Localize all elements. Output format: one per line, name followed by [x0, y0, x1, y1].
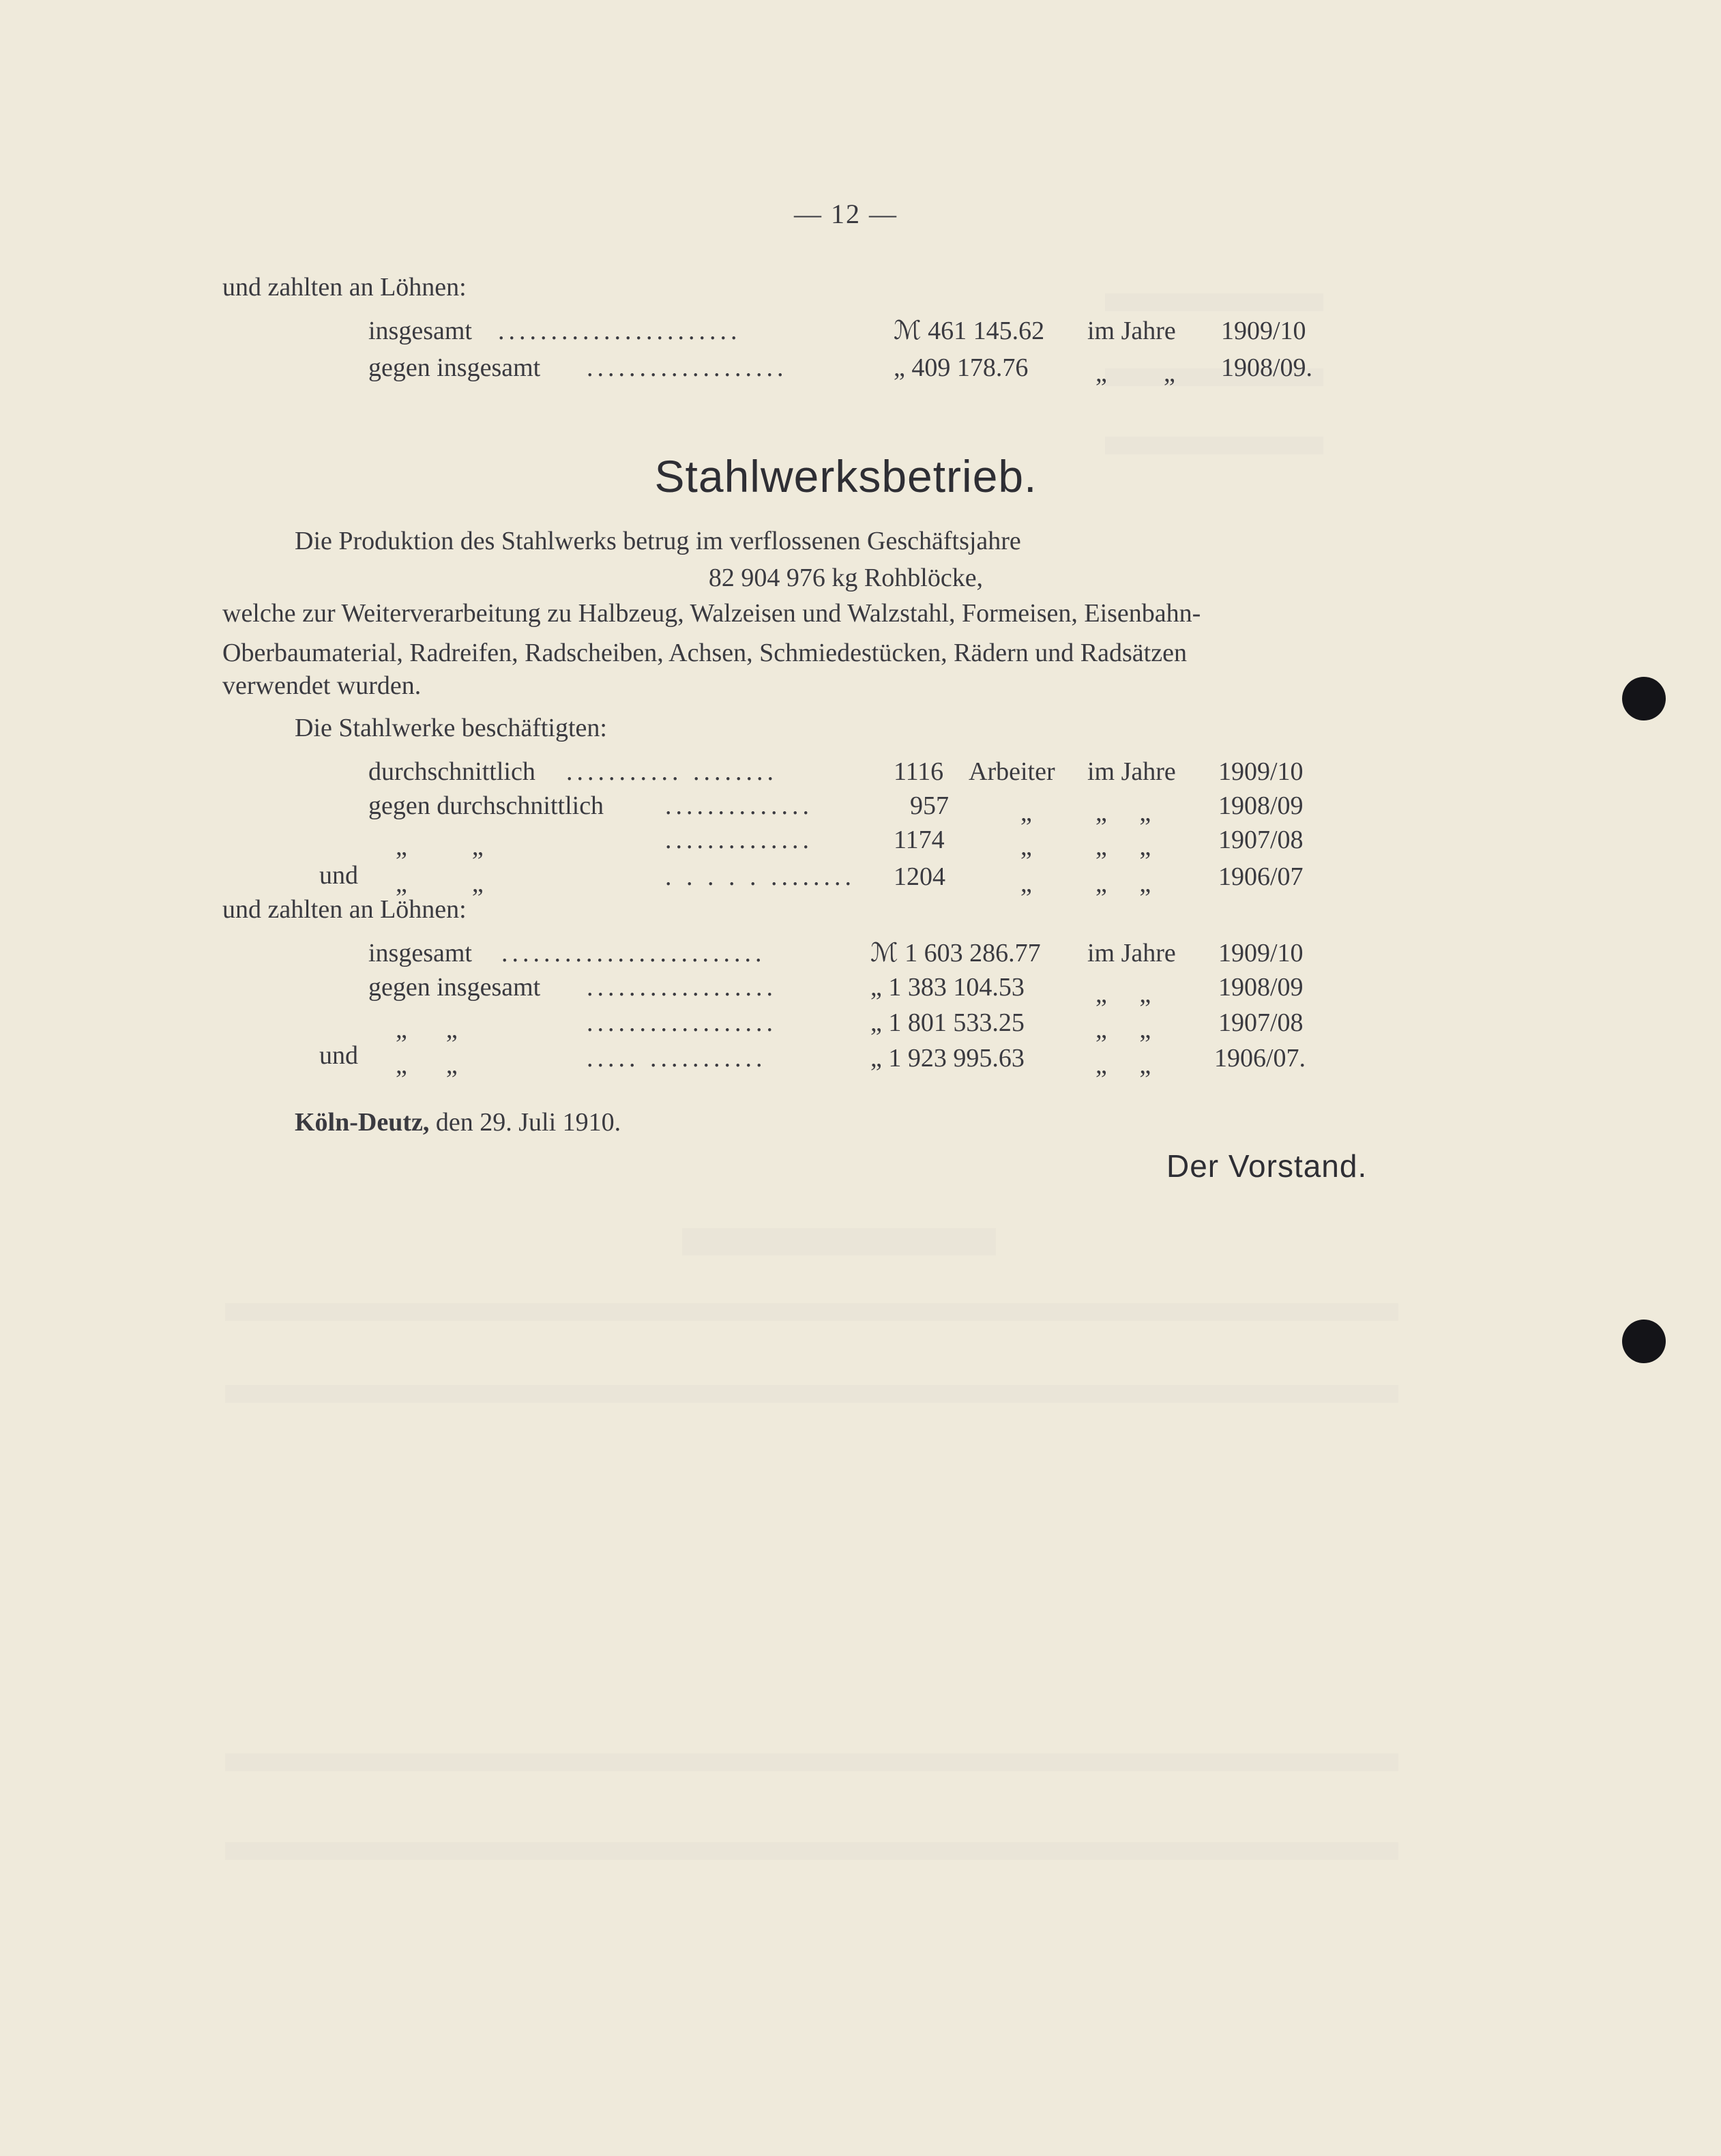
ditto-mark: „ „	[1095, 980, 1151, 1008]
leader-dots: ..................	[587, 973, 777, 1002]
workers-value: 1116	[894, 757, 944, 786]
production-line-3: welche zur Weiterverarbeitung zu Halbzeug, Walzeisen und Walzstahl, Formeisen, Eisenbahn-	[222, 599, 1201, 628]
wages-intro-prev: und zahlten an Löhnen:	[222, 273, 467, 302]
ditto-mark: „ „	[1095, 1015, 1151, 1044]
wages-label: gegen insgesamt	[368, 973, 541, 1002]
workers-prefix: und	[319, 861, 358, 890]
workers-intro: Die Stahlwerke beschäftigten:	[295, 714, 607, 742]
ditto-mark: „ „	[396, 1015, 458, 1044]
production-line-2: 82 904 976 kg Rohblöcke,	[708, 564, 984, 592]
workers-label: durchschnittlich	[368, 757, 535, 786]
workers-year: 1909/10	[1218, 757, 1304, 786]
bleed-through-mark	[225, 1842, 1398, 1860]
wages-prefix: und	[319, 1041, 358, 1070]
workers-period: im Jahre	[1087, 757, 1176, 786]
wages-prev-label: insgesamt	[368, 317, 472, 345]
wages-year: 1906/07.	[1214, 1044, 1306, 1073]
production-line-1: Die Produktion des Stahlwerks betrug im verflossenen Geschäftsjahre	[295, 527, 1021, 555]
leader-dots: ..... ...........	[587, 1044, 767, 1073]
leader-dots: .........................	[501, 939, 766, 967]
ditto-mark: „ „	[1095, 798, 1151, 827]
wages-year: 1909/10	[1218, 939, 1304, 967]
workers-value: 1204	[894, 862, 945, 891]
punch-hole	[1622, 677, 1666, 720]
leader-dots: ..................	[587, 1008, 777, 1037]
ditto-mark: „	[1164, 359, 1175, 388]
workers-unit: Arbeiter	[969, 757, 1055, 786]
workers-year: 1908/09	[1218, 791, 1304, 820]
wages-amount: „ 1 923 995.63	[870, 1044, 1025, 1073]
workers-label: gegen durchschnittlich	[368, 791, 604, 820]
production-line-4: Oberbaumaterial, Radreifen, Radscheiben, Achsen, Schmiedestücken, Rädern und Radsätzen	[222, 639, 1187, 667]
wages-amount: ℳ 1 603 286.77	[870, 939, 1041, 967]
workers-value: 957	[910, 791, 949, 820]
wages-prev-label: gegen insgesamt	[368, 353, 541, 382]
leader-dots: . . . . . ........	[665, 862, 855, 891]
punch-hole	[1622, 1320, 1666, 1363]
wages-amount: „ 1 383 104.53	[870, 973, 1025, 1002]
workers-value: 1174	[894, 826, 945, 854]
signature: Der Vorstand.	[1166, 1148, 1368, 1184]
production-line-5: verwendet wurden.	[222, 671, 422, 700]
ditto-mark: „	[1020, 798, 1032, 827]
workers-year: 1907/08	[1218, 826, 1304, 854]
leader-dots: ..............	[665, 826, 813, 854]
bleed-through-mark	[1105, 293, 1323, 311]
ditto-mark: „ „	[396, 1051, 458, 1079]
wages-prev-period: im Jahre	[1087, 317, 1176, 345]
ditto-mark: „ „	[1095, 869, 1151, 898]
place: Köln-Deutz,	[295, 1108, 430, 1137]
bleed-through-mark	[682, 1228, 996, 1255]
wages-prev-year: 1909/10	[1221, 317, 1306, 345]
ditto-mark: „ „	[1095, 832, 1151, 861]
wages-label: insgesamt	[368, 939, 472, 967]
wages-prev-year: 1908/09.	[1221, 353, 1313, 382]
wages-intro: und zahlten an Löhnen:	[222, 895, 467, 924]
ditto-mark: „	[1020, 869, 1032, 898]
leader-dots: ........... ........	[566, 757, 778, 786]
bleed-through-mark	[225, 1753, 1398, 1771]
bleed-through-mark	[225, 1303, 1398, 1321]
leader-dots: .......................	[498, 317, 741, 345]
workers-year: 1906/07	[1218, 862, 1304, 891]
ditto-mark: „	[1095, 359, 1107, 388]
ditto-mark: „ „	[1095, 1051, 1151, 1079]
ditto-mark: „ „	[396, 869, 484, 898]
wages-period: im Jahre	[1087, 939, 1176, 967]
section-heading: Stahlwerksbetrieb.	[654, 451, 1038, 501]
ditto-mark: „	[1020, 832, 1032, 861]
wages-year: 1907/08	[1218, 1008, 1304, 1037]
bleed-through-mark	[225, 1385, 1398, 1403]
wages-amount: „ 1 801 533.25	[870, 1008, 1025, 1037]
page-number: — 12 —	[794, 199, 898, 229]
leader-dots: ...................	[587, 353, 788, 382]
wages-prev-amount: ℳ 461 145.62	[894, 317, 1045, 345]
date: den 29. Juli 1910.	[435, 1108, 621, 1137]
ditto-mark: „ „	[396, 832, 484, 861]
wages-year: 1908/09	[1218, 973, 1304, 1002]
leader-dots: ..............	[665, 791, 813, 820]
wages-prev-amount: „ 409 178.76	[894, 353, 1029, 382]
